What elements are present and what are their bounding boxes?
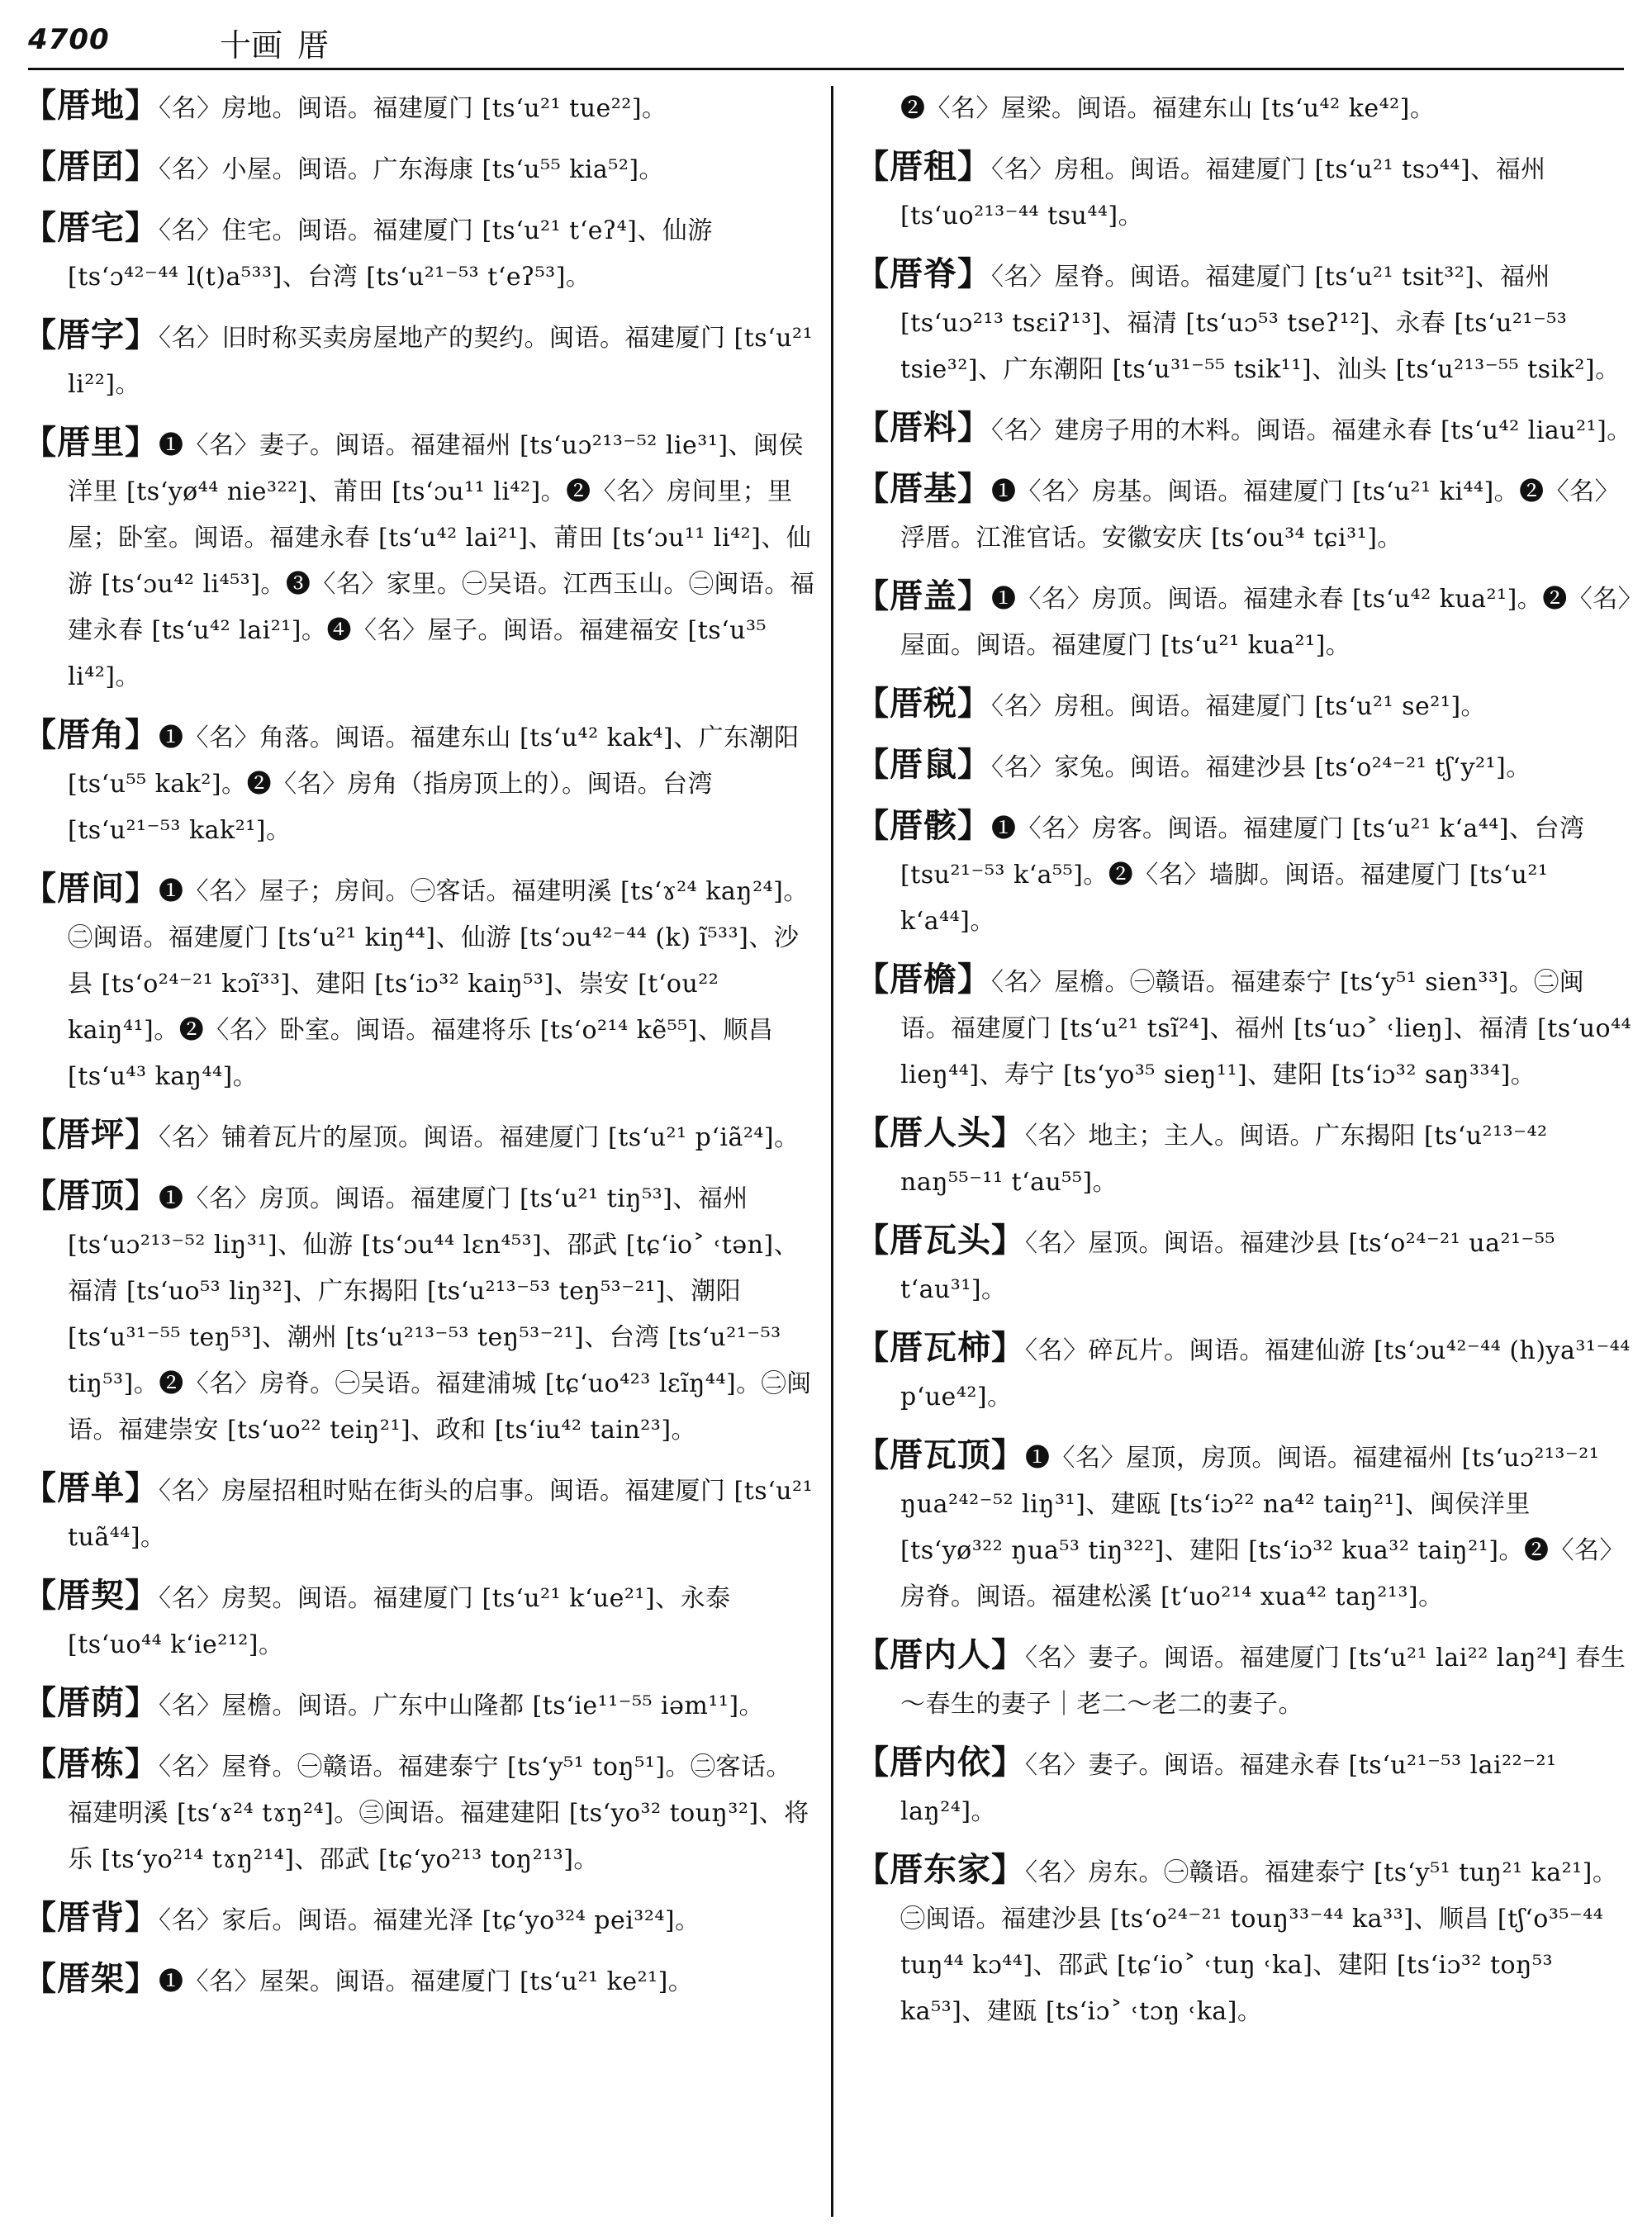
dictionary-entry [23,312,816,408]
entry-headword: 【厝内依】 [856,1744,1025,1782]
dictionary-entry [856,956,1632,1098]
head-character: 厝 [297,27,330,64]
dictionary-entry-continuation [856,83,1632,132]
entry-definition: 〈名〉屋檐。㊀赣语。福建泰宁 [ts‘y⁵¹ sien³³]。㊁闽语。福建厦门 [ts‘u²¹ tsĩ²⁴]、福州 [ts‘uɔ˃ ˓lieŋ]、福清 [ts‘uo⁴⁴ lieŋ⁴⁴]、寿宁 [ts‘yo³⁵ sieŋ¹¹]、建阳 [ts‘iɔ³² saŋ³³⁴]。 [900,968,1632,1089]
entry-headword: 【厝间】 [23,870,159,908]
dictionary-entry [23,1465,816,1561]
entry-headword: 【厝字】 [23,316,159,354]
entry-definition: ❶〈名〉妻子。闽语。福建福州 [ts‘uɔ²¹³⁻⁵² lie³¹]、闽侯洋里 [ts‘yø⁴⁴ nie³²²]、莆田 [ts‘ɔu¹¹ li⁴²]。❷〈名〉房间里；里屋；卧室。闽语。福建永春 [ts‘u⁴² lai²¹]、莆田 [ts‘ɔu¹¹ li⁴²]、仙游 [ts‘ɔu⁴² li⁴⁵³]。❸〈名〉家里。㊀吴语。江西玉山。㊁闽语。福建永春 [ts‘u⁴² lai²¹]。❹〈名〉屋子。闽语。福建福安 [ts‘u³⁵ li⁴²]。 [68,431,815,691]
entry-definition: 〈名〉住宅。闽语。福建厦门 [ts‘u²¹ t‘eʔ⁴]、仙游 [ts‘ɔ⁴²⁻⁴⁴ l(t)a⁵³³]、台湾 [ts‘u²¹⁻⁵³ t‘eʔ⁵³]。 [68,216,713,292]
right-column [856,83,1632,2222]
dictionary-entry [23,866,816,1100]
dictionary-entry [856,681,1632,730]
entry-headword: 【厝里】 [23,424,159,462]
dictionary-entry [23,1741,816,1883]
entry-definition: ❶〈名〉屋顶，房顶。闽语。福建福州 [ts‘uɔ²¹³⁻²¹ ŋua²⁴²⁻⁵² liŋ³¹]、建瓯 [ts‘iɔ²² na⁴² taiŋ²¹]、闽侯洋里 [ts‘yø³²² ŋua⁵³ tiŋ³²²]、建阳 [ts‘iɔ³² kua³² taiŋ²¹]。❷〈名〉房脊。闽语。福建松溪 [t‘uo²¹⁴ xua⁴² taŋ²¹³]。 [900,1444,1625,1611]
entry-definition: 〈名〉碎瓦片。闽语。福建仙游 [ts‘ɔu⁴²⁻⁴⁴ (h)ya³¹⁻⁴⁴ p‘ue⁴²]。 [900,1336,1631,1412]
entry-headword: 【厝栋】 [23,1745,159,1783]
entry-headword: 【厝荫】 [23,1684,159,1722]
entry-definition: 〈名〉屋顶。闽语。福建沙县 [ts‘o²⁴⁻²¹ ua²¹⁻⁵⁵ t‘au³¹]。 [900,1229,1555,1304]
entry-headword: 【厝契】 [23,1577,159,1615]
entry-headword: 【厝檐】 [856,961,991,999]
entry-definition: ❶〈名〉房顶。闽语。福建永春 [ts‘u⁴² kua²¹]。❷〈名〉屋面。闽语。福建厦门 [ts‘u²¹ kua²¹]。 [900,585,1631,660]
page-header [28,18,1624,70]
entry-definition: 〈名〉地主；主人。闽语。广东揭阳 [ts‘u²¹³⁻⁴² naŋ⁵⁵⁻¹¹ t‘au⁵⁵]。 [900,1122,1548,1197]
entry-headword: 【厝瓦柿】 [856,1329,1025,1367]
entry-definition: 〈名〉屋脊。闽语。福建厦门 [ts‘u²¹ tsit³²]、福州 [ts‘uɔ²¹³ tsɛiʔ¹³]、福清 [ts‘uɔ⁵³ tseʔ¹²]、永春 [ts‘u²¹⁻⁵³ tsie³²]、广东潮阳 [ts‘u³¹⁻⁵⁵ tsik¹¹]、汕头 [ts‘u²¹³⁻⁵⁵ tsik²]。 [900,263,1621,384]
entry-definition: ❶〈名〉房顶。闽语。福建厦门 [ts‘u²¹ tiŋ⁵³]、福州 [ts‘uɔ²¹³⁻⁵² liŋ³¹]、仙游 [ts‘ɔu⁴⁴ lɛn⁴⁵³]、邵武 [tɕ‘io˃ ˓tən]、福清 [ts‘uo⁵³ liŋ³²]、广东揭阳 [ts‘u²¹³⁻⁵³ teŋ⁵³⁻²¹]、潮阳 [ts‘u³¹⁻⁵⁵ teŋ⁵³]、潮州 [ts‘u²¹³⁻⁵³ teŋ⁵³⁻²¹]、台湾 [ts‘u²¹⁻⁵³ tiŋ⁵³]。❷〈名〉房脊。㊀吴语。福建浦城 [tɕ‘uo⁴²³ lɛĩŋ⁴⁴]。㊁闽语。福建崇安 [ts‘uo²² teiŋ²¹]、政和 [ts‘iu⁴² tain²³]。 [68,1184,812,1445]
dictionary-entry [23,1173,816,1454]
entry-headword: 【厝脊】 [856,255,991,293]
entry-headword: 【厝瓦头】 [856,1222,1025,1260]
entry-definition: ❶〈名〉角落。闽语。福建东山 [ts‘u⁴² kak⁴]、广东潮阳 [ts‘u⁵⁵ kak²]。❷〈名〉房角（指房顶上的）。闽语。台湾 [ts‘u²¹⁻⁵³ kak²¹]。 [68,724,800,845]
dictionary-entry [856,1217,1632,1313]
entry-headword: 【厝人头】 [856,1114,1025,1152]
entry-headword: 【厝单】 [23,1469,159,1507]
entry-definition: ❷〈名〉屋梁。闽语。福建东山 [ts‘u⁴² ke⁴²]。 [900,94,1436,123]
entry-headword: 【厝角】 [23,716,159,754]
dictionary-entry [856,803,1632,945]
dictionary-entry [856,573,1632,669]
entry-headword: 【厝鼠】 [856,746,991,784]
dictionary-entry [856,466,1632,562]
dictionary-entry [23,205,816,301]
entry-definition: 〈名〉房租。闽语。福建厦门 [ts‘u²¹ se²¹]。 [991,692,1487,721]
entry-headword: 【厝背】 [23,1899,159,1937]
dictionary-entry [856,1739,1632,1835]
dictionary-entry [856,144,1632,240]
section-label: 十画 [220,27,283,64]
dictionary-entry [23,1573,816,1668]
entry-headword: 【厝地】 [23,87,159,125]
dictionary-entry [23,712,816,854]
entry-definition: 〈名〉房契。闽语。福建厦门 [ts‘u²¹ k‘ue²¹]、永泰 [ts‘uo⁴⁴ k‘ie²¹²]。 [68,1584,731,1659]
entry-definition: 〈名〉建房子用的木料。闽语。福建永春 [ts‘u⁴² liau²¹]。 [991,416,1632,445]
entry-definition: 〈名〉妻子。闽语。福建厦门 [ts‘u²¹ lai²² laŋ²⁴] 春生～春生的妻子｜老二～老二的妻子。 [900,1644,1626,1719]
entry-definition: 〈名〉旧时称买卖房屋地产的契约。闽语。福建厦门 [ts‘u²¹ li²²]。 [68,324,814,399]
entry-headword: 【厝架】 [23,1960,159,1998]
dictionary-entry [23,420,816,700]
entry-headword: 【厝税】 [856,685,991,723]
entry-definition: 〈名〉房屋招租时贴在街头的启事。闽语。福建厦门 [ts‘u²¹ tuã⁴⁴]。 [68,1477,814,1552]
entry-headword: 【厝基】 [856,470,991,508]
dictionary-entry [23,1680,816,1729]
entry-headword: 【厝囝】 [23,148,159,186]
dictionary-entry [856,1325,1632,1421]
entry-headword: 【厝宅】 [23,209,159,247]
entry-definition: 〈名〉房租。闽语。福建厦门 [ts‘u²¹ tsɔ⁴⁴]、福州 [ts‘uo²¹³⁻⁴⁴ tsu⁴⁴]。 [900,155,1546,230]
entry-definition: 〈名〉铺着瓦片的屋顶。闽语。福建厦门 [ts‘u²¹ p‘iã²⁴]。 [159,1123,800,1152]
entry-definition: 〈名〉房东。㊀赣语。福建泰宁 [ts‘y⁵¹ tuŋ²¹ ka²¹]。㊁闽语。福建沙县 [ts‘o²⁴⁻²¹ touŋ³³⁻⁴⁴ ka³³]、顺昌 [tʃ‘o³⁵⁻⁴⁴ tuŋ⁴⁴ kɔ⁴⁴]、邵武 [tɕ‘io˃ ˓tuŋ ˓ka]、建阳 [ts‘iɔ³² toŋ⁵³ ka⁵³]、建瓯 [ts‘iɔ˃ ˓tɔŋ ˓ka]。 [900,1858,1618,2026]
entry-headword: 【厝瓦顶】 [856,1436,1025,1474]
entry-definition: 〈名〉小屋。闽语。广东海康 [ts‘u⁵⁵ kia⁵²]。 [159,155,665,184]
dictionary-entry [856,1632,1632,1728]
entry-headword: 【厝东家】 [856,1851,1025,1889]
entry-headword: 【厝顶】 [23,1177,159,1215]
dictionary-entry [856,405,1632,454]
entry-definition: 〈名〉房地。闽语。福建厦门 [ts‘u²¹ tue²²]。 [159,94,667,123]
entry-definition: ❶〈名〉屋子；房间。㊀客话。福建明溪 [ts‘ɤ²⁴ kaŋ²⁴]。㊁闽语。福建厦门 [ts‘u²¹ kiŋ⁴⁴]、仙游 [ts‘ɔu⁴²⁻⁴⁴ (k) ĩ⁵³³]、沙县 [ts‘o²⁴⁻²¹ kɔĩ³³]、建阳 [ts‘iɔ³² kaiŋ⁵³]、崇安 [t‘ou²² kaiŋ⁴¹]。❷〈名〉卧室。闽语。福建将乐 [ts‘o²¹⁴ kẽ⁵⁵]、顺昌 [ts‘u⁴³ kaŋ⁴⁴]。 [68,877,809,1091]
entry-definition: 〈名〉家后。闽语。福建光泽 [tɕ‘yo³²⁴ pei³²⁴]。 [159,1906,700,1935]
dictionary-entry [23,83,816,132]
entry-definition: 〈名〉屋脊。㊀赣语。福建泰宁 [ts‘y⁵¹ toŋ⁵¹]。㊁客话。福建明溪 [ts‘ɤ²⁴ tɤŋ²⁴]。㊂闽语。福建建阳 [ts‘yo³² touŋ³²]、将乐 [ts‘yo²¹⁴ tɤŋ²¹⁴]、邵武 [tɕ‘yo²¹³ toŋ²¹³]。 [68,1753,809,1874]
dictionary-entry [23,1956,816,2005]
entry-definition: 〈名〉屋檐。闽语。广东中山隆都 [ts‘ie¹¹⁻⁵⁵ iəm¹¹]。 [159,1691,765,1720]
page-number: 4700 [28,23,110,56]
dictionary-entry [23,1112,816,1161]
entry-definition: ❶〈名〉房基。闽语。福建厦门 [ts‘u²¹ ki⁴⁴]。❷〈名〉浮厝。江淮官话。安徽安庆 [ts‘ou³⁴ tɕi³¹]。 [900,477,1621,553]
dictionary-entry [856,1432,1632,1620]
entry-headword: 【厝盖】 [856,577,991,615]
entry-definition: ❶〈名〉屋架。闽语。福建厦门 [ts‘u²¹ ke²¹]。 [159,1967,694,1996]
entry-definition: ❶〈名〉房客。闽语。福建厦门 [ts‘u²¹ k‘a⁴⁴]、台湾 [tsu²¹⁻⁵³ k‘a⁵⁵]。❷〈名〉墙脚。闽语。福建厦门 [ts‘u²¹ k‘a⁴⁴]。 [900,814,1585,936]
dictionary-entry [856,742,1632,791]
entry-definition: 〈名〉妻子。闽语。福建永春 [ts‘u²¹⁻⁵³ lai²²⁻²¹ laŋ²⁴]。 [900,1751,1557,1826]
entry-headword: 【厝骸】 [856,807,991,845]
entry-definition: 〈名〉家兔。闽语。福建沙县 [ts‘o²⁴⁻²¹ tʃ‘y²¹]。 [991,753,1531,782]
entry-headword: 【厝料】 [856,409,991,447]
entry-headword: 【厝坪】 [23,1116,159,1154]
dictionary-entry [856,1110,1632,1206]
dictionary-entry [856,1847,1632,2035]
entry-headword: 【厝租】 [856,148,991,186]
column-divider [831,86,833,2217]
dictionary-entry [23,1895,816,1944]
entry-headword: 【厝内人】 [856,1636,1025,1674]
dictionary-entry [856,251,1632,393]
left-column [23,83,816,2222]
dictionary-entry [23,144,816,193]
